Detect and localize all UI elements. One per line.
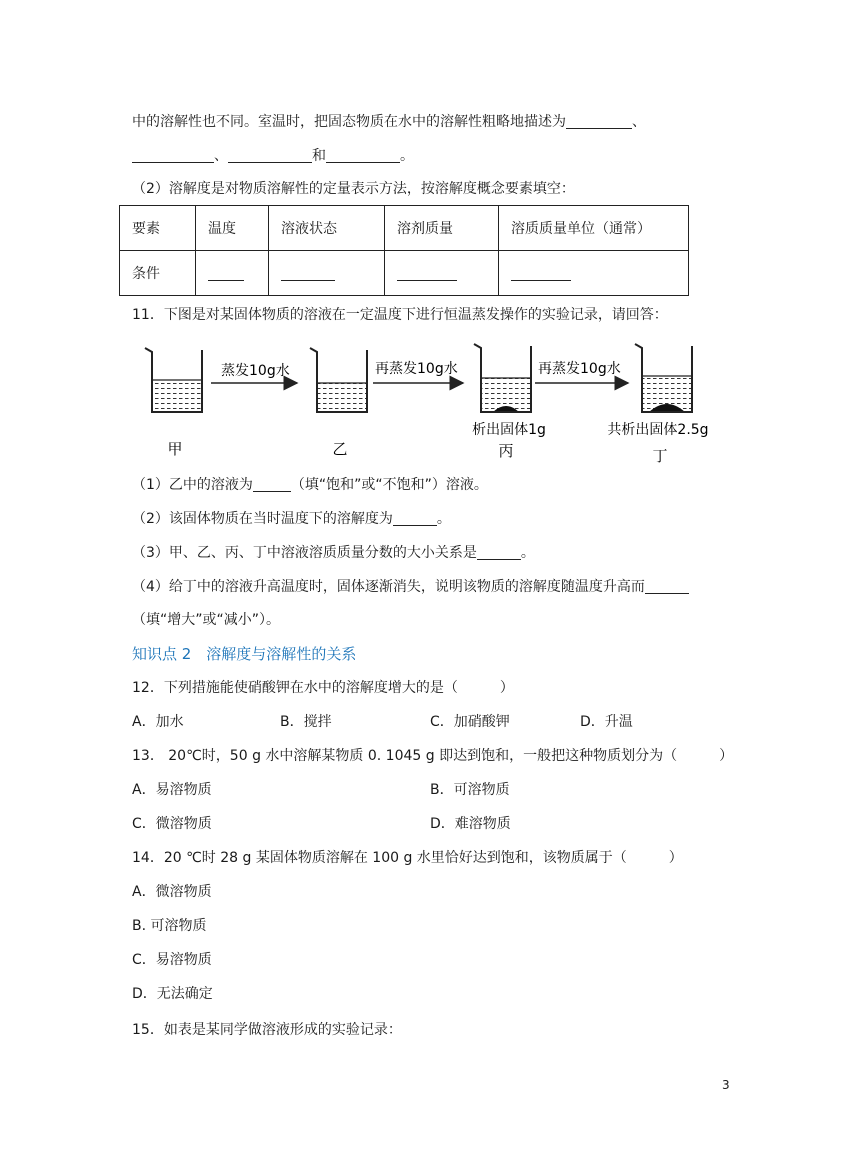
label-d-note: 共析出固体2.5g: [607, 422, 709, 438]
arrow-2: [373, 360, 463, 383]
solubility-elements-table: [119, 205, 689, 296]
beaker-c: [474, 344, 531, 412]
q12-option-c[interactable]: C．加硝酸钾: [430, 714, 510, 730]
q11-part-1: [132, 475, 488, 495]
q10-text: 中的溶解性也不同。室温时，把固态物质在水中的溶解性粗略地描述为: [132, 114, 566, 130]
q11-part-4-cont: （填“增大”或“减小”）。: [132, 612, 281, 628]
table-row: [120, 206, 689, 251]
label-a: 甲: [167, 440, 183, 458]
label-c-note: 析出固体1g: [472, 422, 546, 438]
text: 。: [520, 545, 535, 561]
arrow-label: 再蒸发10g水: [538, 361, 621, 377]
table-header-cell: 溶液状态: [269, 206, 385, 251]
q14-stem: 14．20 ℃时 28 g 某固体物质溶解在 100 g 水里恰好达到饱和，该物质属于（ ）: [132, 850, 683, 866]
q13-option-b[interactable]: B．可溶物质: [430, 782, 510, 798]
table-header-cell: 溶质质量单位（通常）: [499, 206, 689, 251]
beaker-b: [310, 348, 367, 412]
answer-blank[interactable]: [132, 147, 214, 163]
table-header-cell: 溶剂质量: [385, 206, 499, 251]
table-answer-cell[interactable]: [385, 251, 499, 296]
table-row: [120, 251, 689, 296]
evaporation-diagram: [125, 326, 725, 466]
q14-option-d[interactable]: D．无法确定: [132, 986, 213, 1002]
q13-option-d[interactable]: D．难溶物质: [430, 816, 511, 832]
arrow-3: [535, 360, 628, 383]
text: （2）该固体物质在当时温度下的溶解度为: [132, 511, 393, 527]
text: （填“饱和”或“不饱和”）溶液。: [290, 477, 488, 493]
table-answer-cell[interactable]: [269, 251, 385, 296]
q10-line-2: [132, 146, 414, 166]
q11-part-2: [132, 509, 451, 529]
q12-option-b[interactable]: B．搅拌: [280, 714, 332, 730]
answer-blank[interactable]: [326, 147, 400, 163]
table-header-cell: 要素: [120, 206, 196, 251]
arrow-label: 蒸发10g水: [221, 363, 290, 379]
q12-stem: 12．下列措施能使硝酸钾在水中的溶解度增大的是（ ）: [132, 680, 514, 696]
answer-blank[interactable]: [228, 147, 312, 163]
beaker-a: [145, 348, 202, 412]
answer-blank[interactable]: [393, 510, 437, 526]
q14-option-a[interactable]: A．微溶物质: [132, 884, 212, 900]
answer-blank[interactable]: [477, 544, 521, 560]
punct: 和: [312, 148, 326, 164]
punct: 、: [214, 148, 228, 164]
arrow-1: [211, 362, 297, 383]
punct: 。: [400, 148, 414, 164]
q13-option-c[interactable]: C．微溶物质: [132, 816, 212, 832]
q11-part-3: [132, 543, 535, 563]
page-number: 3: [722, 1078, 730, 1092]
answer-blank[interactable]: [253, 476, 291, 492]
punct: 、: [632, 114, 646, 130]
section-title: 知识点 2 溶解度与溶解性的关系: [132, 645, 357, 663]
q13-stem: 13． 20℃时，50 g 水中溶解某物质 0. 1045 g 即达到饱和，一般把这种物质划分为（ ）: [132, 748, 734, 764]
table-header-cell: 温度: [196, 206, 269, 251]
q13-option-a[interactable]: A．易溶物质: [132, 782, 212, 798]
answer-blank[interactable]: [645, 578, 689, 594]
q11-part-4: [132, 577, 689, 597]
label-b: 乙: [332, 440, 348, 458]
arrow-label: 再蒸发10g水: [375, 361, 458, 377]
label-d: 丁: [652, 447, 668, 465]
q11-stem: 11．下图是对某固体物质的溶液在一定温度下进行恒温蒸发操作的实验记录，请回答：: [132, 307, 668, 323]
text: （3）甲、乙、丙、丁中溶液溶质质量分数的大小关系是: [132, 545, 477, 561]
q14-option-b[interactable]: B. 可溶物质: [132, 918, 207, 934]
q15-stem: 15．如表是某同学做溶液形成的实验记录：: [132, 1022, 402, 1038]
table-row-label: 条件: [120, 251, 196, 296]
q12-option-a[interactable]: A．加水: [132, 714, 184, 730]
text: 。: [436, 511, 451, 527]
q12-option-d[interactable]: D．升温: [580, 714, 633, 730]
table-answer-cell[interactable]: [499, 251, 689, 296]
q14-option-c[interactable]: C．易溶物质: [132, 952, 212, 968]
text: （1）乙中的溶液为: [132, 477, 253, 493]
table-answer-cell[interactable]: [196, 251, 269, 296]
q10-line-1: [132, 112, 646, 132]
beaker-d: [635, 344, 692, 412]
q10-part-2: （2）溶解度是对物质溶解性的定量表示方法，按溶解度概念要素填空：: [132, 181, 575, 197]
label-c: 丙: [498, 442, 514, 460]
text: （4）给丁中的溶液升高温度时，固体逐渐消失，说明该物质的溶解度随温度升高而: [132, 579, 645, 595]
answer-blank[interactable]: [566, 113, 632, 129]
